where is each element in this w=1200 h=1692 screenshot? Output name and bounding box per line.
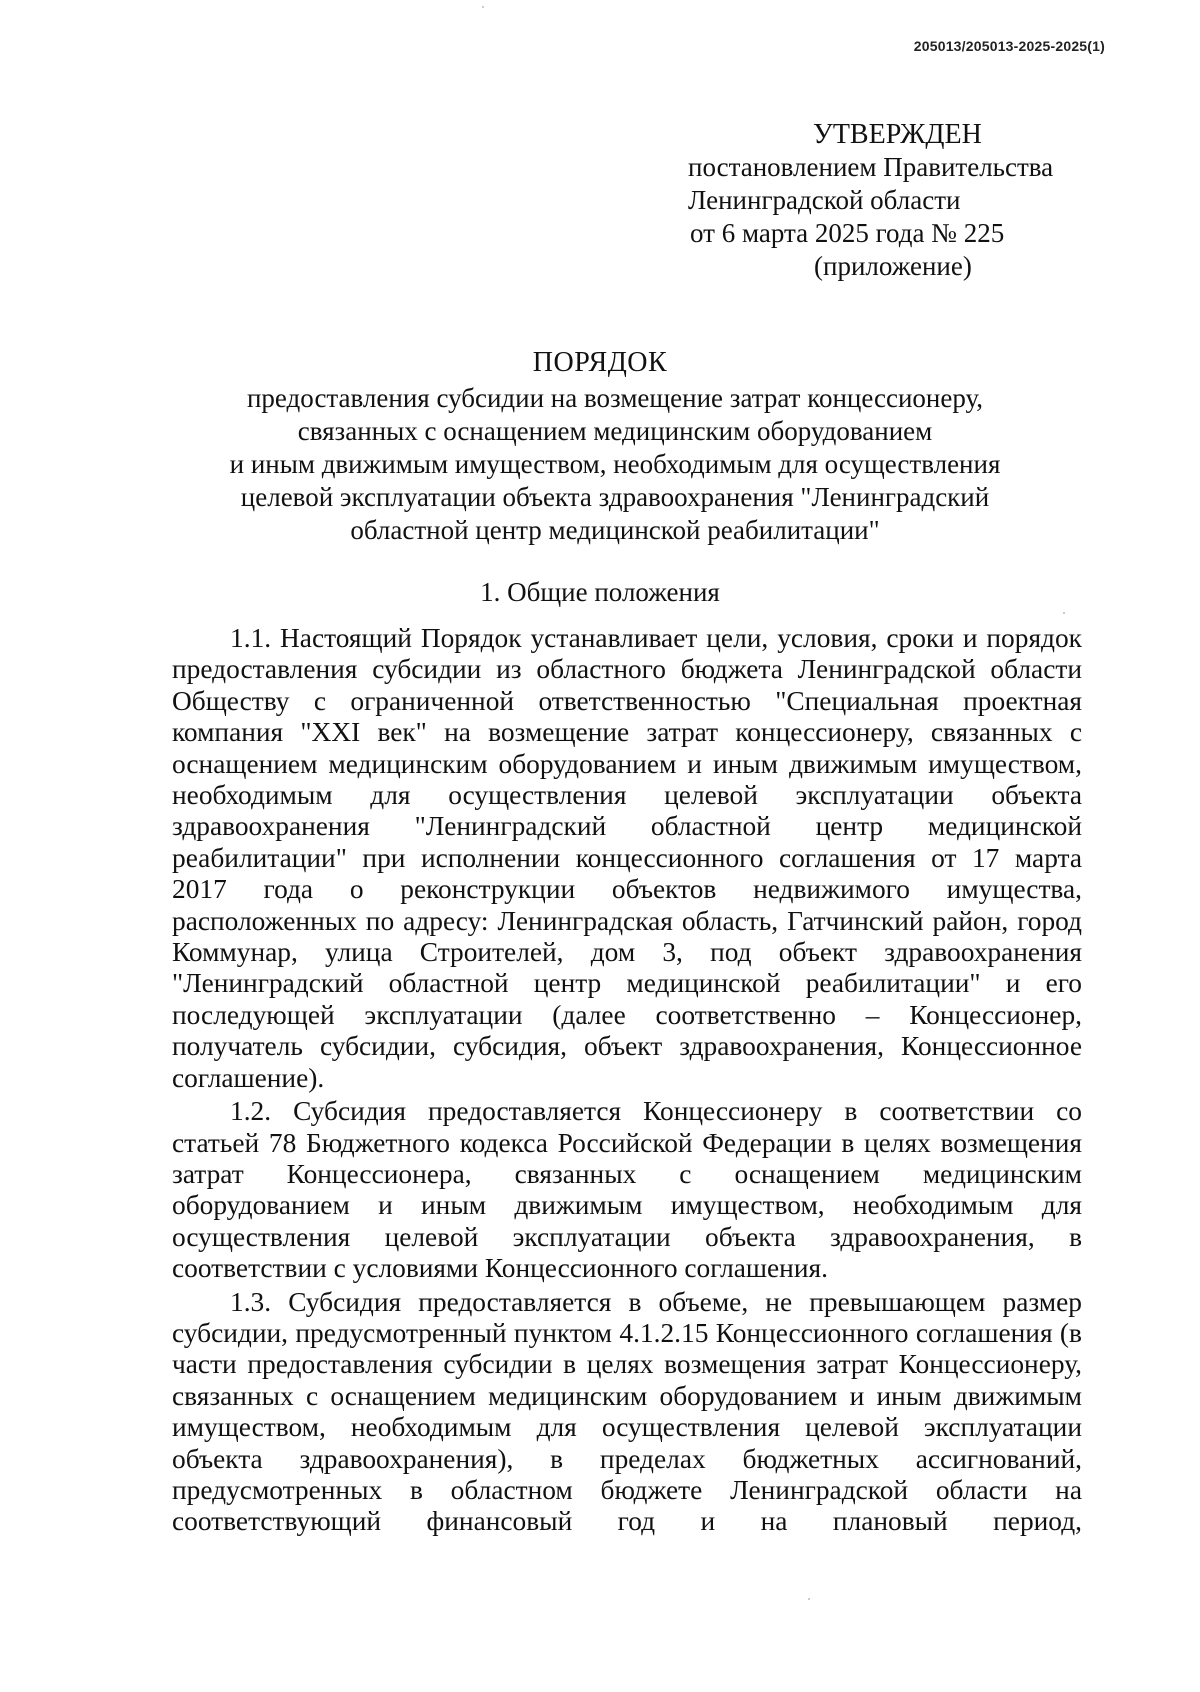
scan-speck bbox=[1063, 612, 1065, 614]
document-title: ПОРЯДОК bbox=[532, 347, 668, 378]
approval-line-attachment: (приложение) bbox=[814, 251, 972, 281]
paragraph-1-1: 1.1. Настоящий Порядок устанавливает цели, условия, сроки и порядок предоставления субсидии из областного бюджета Ленинградской области Обществу с ограниченной ответственностью "Специальная проектная компания "XXI век" на возмещение затрат концессионеру, связанных с оснащением медицинским оборудованием и иным движимым имуществом, необходимым для осуществления целевой эксплуатации объекта здравоохранения "Ленинградский областной центр медицинской реабилитации" при исполнении концессионного соглашения от 17 марта 2017 года о реконструкции объектов недвижимого имущества, расположенных по адресу: Ленинградская область, Гатчинский район, город Коммунар, улица Строителей, дом 3, под объект здравоохранения "Ленинградский областной центр медицинской реабилитации" и его последующей эксплуатации (далее соответственно – Концессионер, получатель субсидии, субсидия, объект здравоохранения, Концессионное соглашение). bbox=[172, 623, 1082, 1093]
paragraph-1-3: 1.3. Субсидия предоставляется в объеме, не превышающем размер субсидии, предусмотренный пунктом 4.1.2.15 Концессионного соглашения (в части предоставления субсидии в целях возмещения затрат Концессионеру, связанных с оснащением медицинским оборудованием и иным движимым имуществом, необходимым для осуществления целевой эксплуатации объекта здравоохранения), в пределах бюджетных ассигнований, предусмотренных в областном бюджете Ленинградской области на соответствующий финансовый год и на плановый период, bbox=[172, 1286, 1082, 1537]
document-body bbox=[172, 623, 1082, 1540]
document-subtitle bbox=[170, 382, 1060, 547]
approval-line-region: Ленинградской области bbox=[688, 185, 961, 215]
approval-line-date: от 6 марта 2025 года № 225 bbox=[690, 218, 1005, 248]
subtitle-line: предоставления субсидии на возмещение затрат концессионеру, bbox=[246, 383, 984, 413]
scan-speck bbox=[808, 1598, 810, 1600]
subtitle-line: целевой эксплуатации объекта здравоохранения "Ленинградский bbox=[240, 482, 990, 512]
approval-title: УТВЕРЖДЕН bbox=[813, 119, 982, 150]
approval-line-resolution: постановлением Правительства bbox=[688, 152, 1054, 182]
paragraph-1-2: 1.2. Субсидия предоставляется Концессионеру в соответствии со статьей 78 Бюджетного кодекса Российской Федерации в целях возмещения затрат Концессионера, связанных с оснащением медицинским оборудованием и иным движимым имуществом, необходимым для осуществления целевой эксплуатации объекта здравоохранения, в соответствии с условиями Концессионного соглашения. bbox=[172, 1096, 1082, 1284]
approval-stamp-block bbox=[688, 118, 1053, 283]
document-registration-number: 205013/205013-2025-2025(1) bbox=[913, 38, 1105, 54]
subtitle-line: связанных с оснащением медицинским оборудованием bbox=[297, 416, 933, 446]
scan-speck bbox=[482, 6, 484, 8]
subtitle-line: областной центр медицинской реабилитации" bbox=[350, 515, 880, 545]
subtitle-line: и иным движимым имуществом, необходимым для осуществления bbox=[229, 449, 1001, 479]
section-heading: 1. Общие положения bbox=[480, 577, 720, 607]
